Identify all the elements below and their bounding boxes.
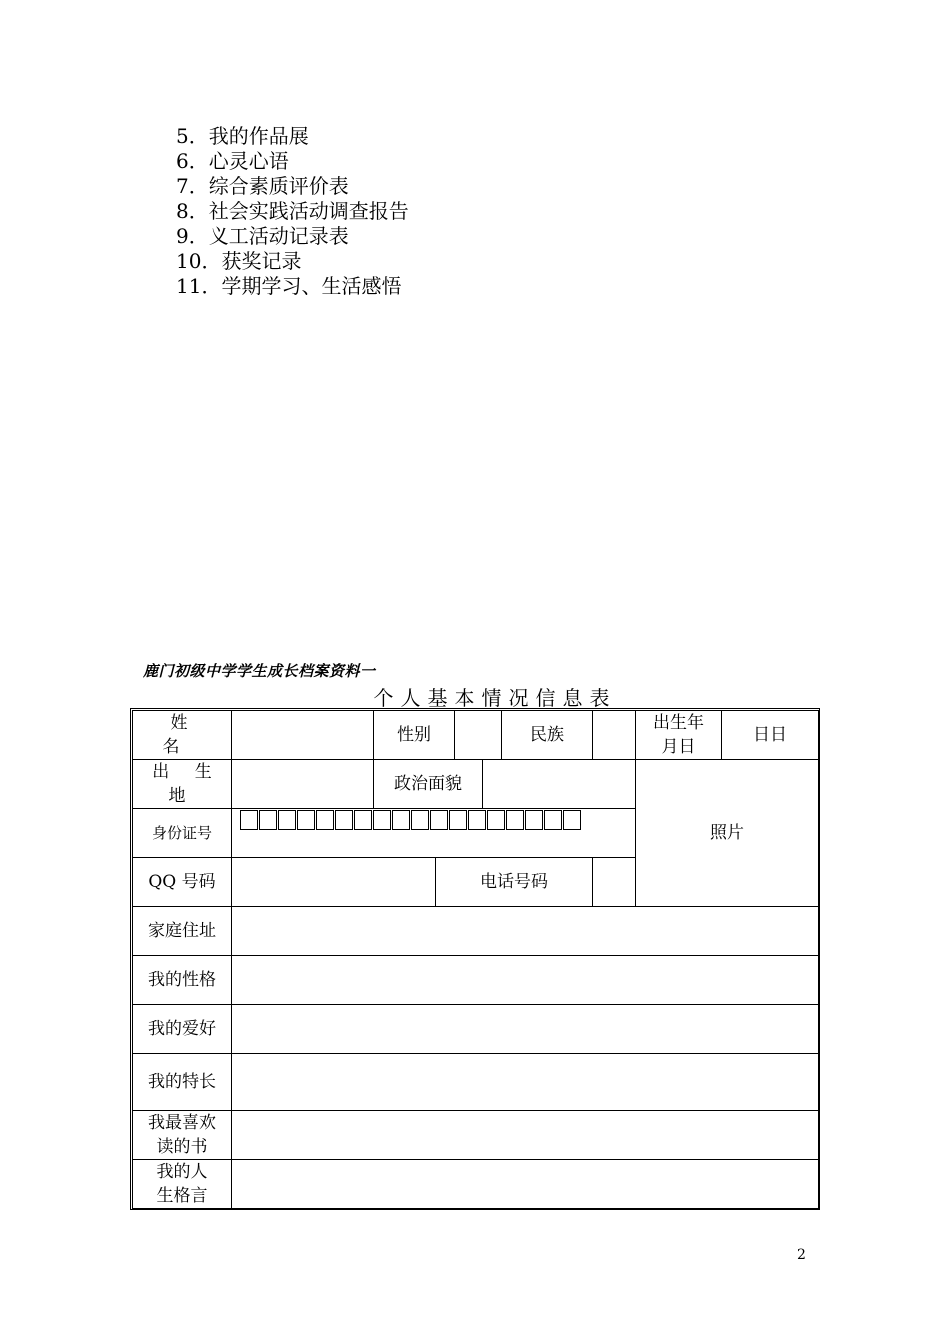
birthplace-label: 出 生 地 [133, 760, 232, 809]
personality-input-cell[interactable] [232, 956, 819, 1005]
id-digit-box[interactable] [430, 810, 448, 830]
id-digit-box[interactable] [335, 810, 353, 830]
id-digit-box[interactable] [449, 810, 467, 830]
id-digit-box[interactable] [278, 810, 296, 830]
ethnicity-label: 民族 [502, 711, 593, 760]
birthdate-value[interactable]: 日日 [722, 711, 819, 760]
id-digit-box[interactable] [240, 810, 258, 830]
name-input-cell[interactable] [232, 711, 374, 760]
favorite-book-label [133, 1111, 232, 1160]
photo-cell: 照片 [636, 760, 819, 907]
personal-info-table [132, 710, 819, 1209]
id-digit-box[interactable] [373, 810, 391, 830]
id-label: 身份证号 [133, 809, 232, 858]
id-digit-boxes [240, 810, 635, 830]
specialty-input-cell[interactable] [232, 1054, 819, 1111]
ethnicity-input-cell[interactable] [593, 711, 636, 760]
toc-item: 6．心灵心语 [176, 149, 289, 173]
gender-label: 性别 [374, 711, 455, 760]
hobby-input-cell[interactable] [232, 1005, 819, 1054]
hobby-label: 我的爱好 [133, 1005, 232, 1054]
birthdate-label [636, 711, 722, 760]
id-digit-box[interactable] [297, 810, 315, 830]
favorite-book-input-cell[interactable] [232, 1111, 819, 1160]
page-number: 2 [797, 1247, 806, 1263]
birthdate-label-line: 月日 [661, 737, 696, 757]
gender-input-cell[interactable] [455, 711, 502, 760]
birthplace-input-cell[interactable] [232, 760, 374, 809]
personality-label: 我的性格 [133, 956, 232, 1005]
motto-input-cell[interactable] [232, 1160, 819, 1209]
form-title: 个人基本情况信息表 [373, 686, 617, 710]
toc-item: 10．获奖记录 [176, 249, 302, 273]
id-digit-box[interactable] [392, 810, 410, 830]
id-digit-box[interactable] [259, 810, 277, 830]
id-digit-box[interactable] [563, 810, 581, 830]
motto-label-line: 我的人 [156, 1162, 208, 1182]
birthdate-label-line: 出生年 [653, 713, 704, 733]
id-digit-box[interactable] [544, 810, 562, 830]
id-digit-box[interactable] [468, 810, 486, 830]
address-label: 家庭住址 [133, 907, 232, 956]
address-input-cell[interactable] [232, 907, 819, 956]
id-digit-box[interactable] [316, 810, 334, 830]
id-digit-box[interactable] [354, 810, 372, 830]
phone-input-cell[interactable] [593, 858, 636, 907]
id-input-cell[interactable] [232, 809, 636, 858]
toc-item: 11．学期学习、生活感悟 [176, 274, 402, 298]
name-label: 姓 名 [133, 711, 232, 760]
specialty-label: 我的特长 [133, 1054, 232, 1111]
political-input-cell[interactable] [483, 760, 636, 809]
motto-label [133, 1160, 232, 1209]
toc-item: 9．义工活动记录表 [176, 224, 349, 248]
id-digit-box[interactable] [487, 810, 505, 830]
favorite-book-label-line: 读的书 [156, 1137, 208, 1157]
toc-list [176, 124, 409, 299]
id-digit-box[interactable] [411, 810, 429, 830]
motto-label-line: 生格言 [156, 1186, 208, 1206]
qq-label: QQ 号码 [133, 858, 232, 907]
toc-item: 5．我的作品展 [176, 124, 309, 148]
phone-label: 电话号码 [436, 858, 593, 907]
political-label: 政治面貌 [374, 760, 483, 809]
favorite-book-label-line: 我最喜欢 [148, 1113, 216, 1133]
id-digit-box[interactable] [506, 810, 524, 830]
toc-item: 8．社会实践活动调查报告 [176, 199, 409, 223]
toc-item: 7．综合素质评价表 [176, 174, 349, 198]
qq-input-cell[interactable] [232, 858, 436, 907]
document-subtitle: 鹿门初级中学学生成长档案资料一 [143, 662, 376, 680]
id-digit-box[interactable] [525, 810, 543, 830]
